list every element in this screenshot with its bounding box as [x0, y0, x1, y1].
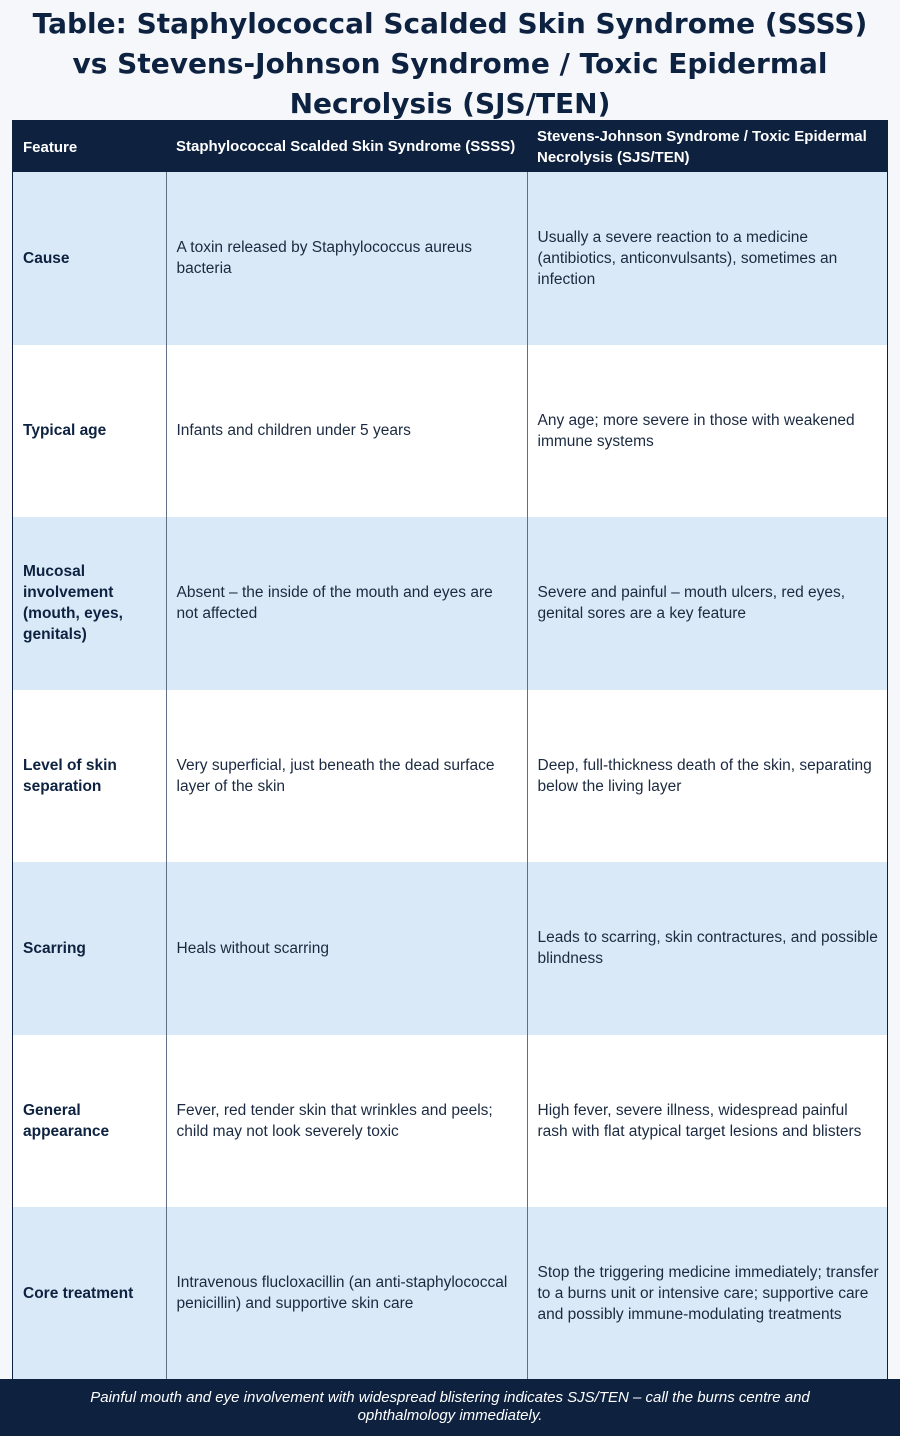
header-ssss: Staphylococcal Scalded Skin Syndrome (SSSS): [176, 138, 516, 155]
feature-cell: Level of skin separation: [23, 756, 117, 795]
feature-cell: Core treatment: [23, 1284, 134, 1302]
table-row: [13, 1035, 887, 1208]
footer-note: Painful mouth and eye involvement with widespread blistering indicates SJS/TEN – call the burns centre and ophthalmology immediately.: [0, 1379, 900, 1436]
page-title: Table: Staphylococcal Scalded Skin Syndrome (SSSS) vs Stevens-Johnson Syndrome / Toxic Epidermal Necrolysis (SJS/TEN): [32, 7, 868, 120]
sjs-cell: High fever, severe illness, widespread painful rash with flat atypical target lesions and blisters: [527, 1035, 887, 1208]
table-row: [13, 172, 887, 345]
sjs-cell: Deep, full-thickness death of the skin, separating below the living layer: [527, 690, 887, 863]
header-feature: Feature: [23, 139, 78, 156]
feature-cell: Typical age: [23, 422, 107, 440]
table-row: [13, 517, 887, 690]
ssss-cell: Absent – the inside of the mouth and eyes are not affected: [166, 517, 527, 690]
feature-cell: Mucosal involvement (mouth, eyes, genitals): [23, 563, 123, 644]
sjs-cell: Stop the triggering medicine immediately; transfer to a burns unit or intensive care; supportive care and possibly immune-modulating treatments: [527, 1207, 887, 1380]
feature-cell: Scarring: [23, 939, 86, 957]
sjs-cell: Severe and painful – mouth ulcers, red eyes, genital sores are a key feature: [527, 517, 887, 690]
feature-cell: Cause: [23, 249, 70, 267]
comparison-table: [12, 120, 888, 1379]
ssss-cell: Heals without scarring: [166, 862, 527, 1035]
header-sjs-ten: Stevens-Johnson Syndrome / Toxic Epidermal Necrolysis (SJS/TEN): [537, 127, 867, 166]
feature-cell: General appearance: [23, 1101, 110, 1140]
sjs-cell: Usually a severe reaction to a medicine (antibiotics, anticonvulsants), sometimes an infection: [527, 172, 887, 345]
sjs-cell: Leads to scarring, skin contractures, and possible blindness: [527, 862, 887, 1035]
ssss-cell: A toxin released by Staphylococcus aureus bacteria: [166, 172, 527, 345]
sjs-cell: Any age; more severe in those with weakened immune systems: [527, 345, 887, 518]
ssss-cell: Infants and children under 5 years: [166, 345, 527, 518]
table-row: [13, 690, 887, 863]
table-row: [13, 345, 887, 518]
ssss-cell: Fever, red tender skin that wrinkles and peels; child may not look severely toxic: [166, 1035, 527, 1208]
table-header-row: [13, 121, 887, 172]
ssss-cell: Very superficial, just beneath the dead surface layer of the skin: [166, 690, 527, 863]
table-row: [13, 1207, 887, 1380]
table-row: [13, 862, 887, 1035]
ssss-cell: Intravenous flucloxacillin (an anti-staphylococcal penicillin) and supportive skin care: [166, 1207, 527, 1380]
